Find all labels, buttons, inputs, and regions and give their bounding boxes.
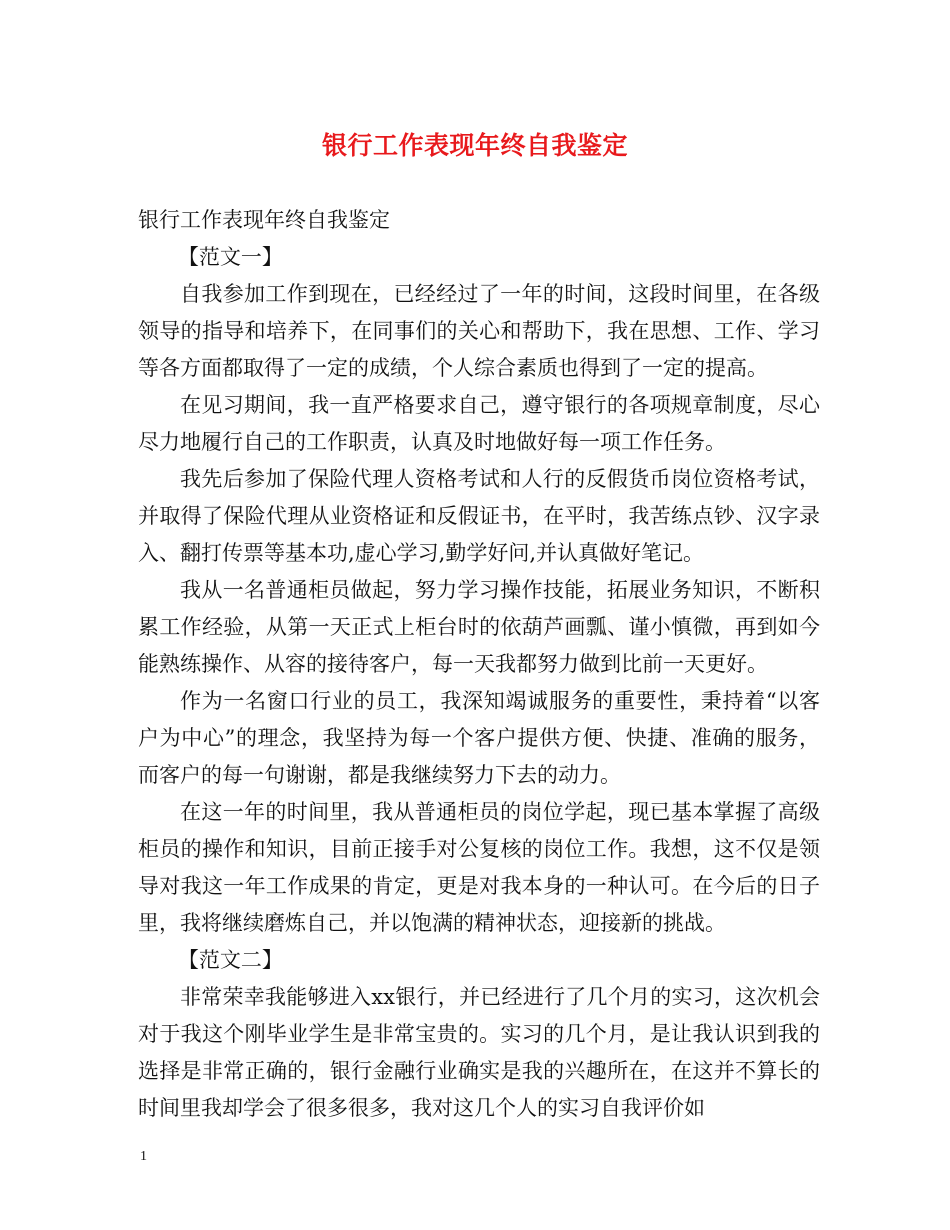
paragraph-teller-growth: 我从一名普通柜员做起，努力学习操作技能，拓展业务知识，不断积累工作经验，从第一天正式上柜台时的依葫芦画瓢、谨小慎微，再到如今能熟练操作、从容的接待客户，每一天我都努力做到比前一天更好。 [138, 578, 820, 676]
document-body [138, 202, 820, 1127]
paragraph-intro: 自我参加工作到现在，已经经过了一年的时间，这段时间里，在各级领导的指导和培养下，在同事们的关心和帮助下，我在思想、工作、学习等各方面都取得了一定的成绩，个人综合素质也得到了一定的提高。 [138, 282, 820, 380]
page-number: 1 [140, 1149, 147, 1164]
paragraph-service: 作为一名窗口行业的员工，我深知竭诚服务的重要性，秉持着“以客户为中心”的理念，我坚持为每一个客户提供方便、快捷、准确的服务，而客户的每一句谢谢，都是我继续努力下去的动力。 [138, 689, 820, 787]
paragraph-summary: 在这一年的时间里，我从普通柜员的岗位学起，现已基本掌握了高级柜员的操作和知识，目前正接手对公复核的岗位工作。我想，这不仅是领导对我这一年工作成果的肯定，更是对我本身的一种认可。在今后的日子里，我将继续磨炼自己，并以饱满的精神状态，迎接新的挑战。 [138, 800, 820, 935]
paragraph-certificates: 我先后参加了保险代理人资格考试和人行的反假货币岗位资格考试，并取得了保险代理从业资格证和反假证书，在平时，我苦练点钞、汉字录入、翻打传票等基本功,虚心学习,勤学好问,并认真做好笔记。 [138, 467, 820, 565]
document-title: 银行工作表现年终自我鉴定 [321, 131, 628, 160]
paragraph-internship: 非常荣幸我能够进入xx银行，并已经进行了几个月的实习，这次机会对于我这个刚毕业学生是非常宝贵的。实习的几个月，是让我认识到我的选择是非常正确的，银行金融行业确实是我的兴趣所在，在这并不算长的时间里我却学会了很多很多，我对这几个人的实习自我评价如 [138, 985, 820, 1120]
section-heading-sample-one: 【范文一】 [177, 245, 283, 269]
section-heading-sample-two: 【范文二】 [177, 948, 283, 972]
paragraph-probation: 在见习期间，我一直严格要求自己，遵守银行的各项规章制度，尽心尽力地履行自己的工作职责，认真及时地做好每一项工作任务。 [138, 393, 820, 454]
subtitle-line: 银行工作表现年终自我鉴定 [138, 208, 390, 232]
